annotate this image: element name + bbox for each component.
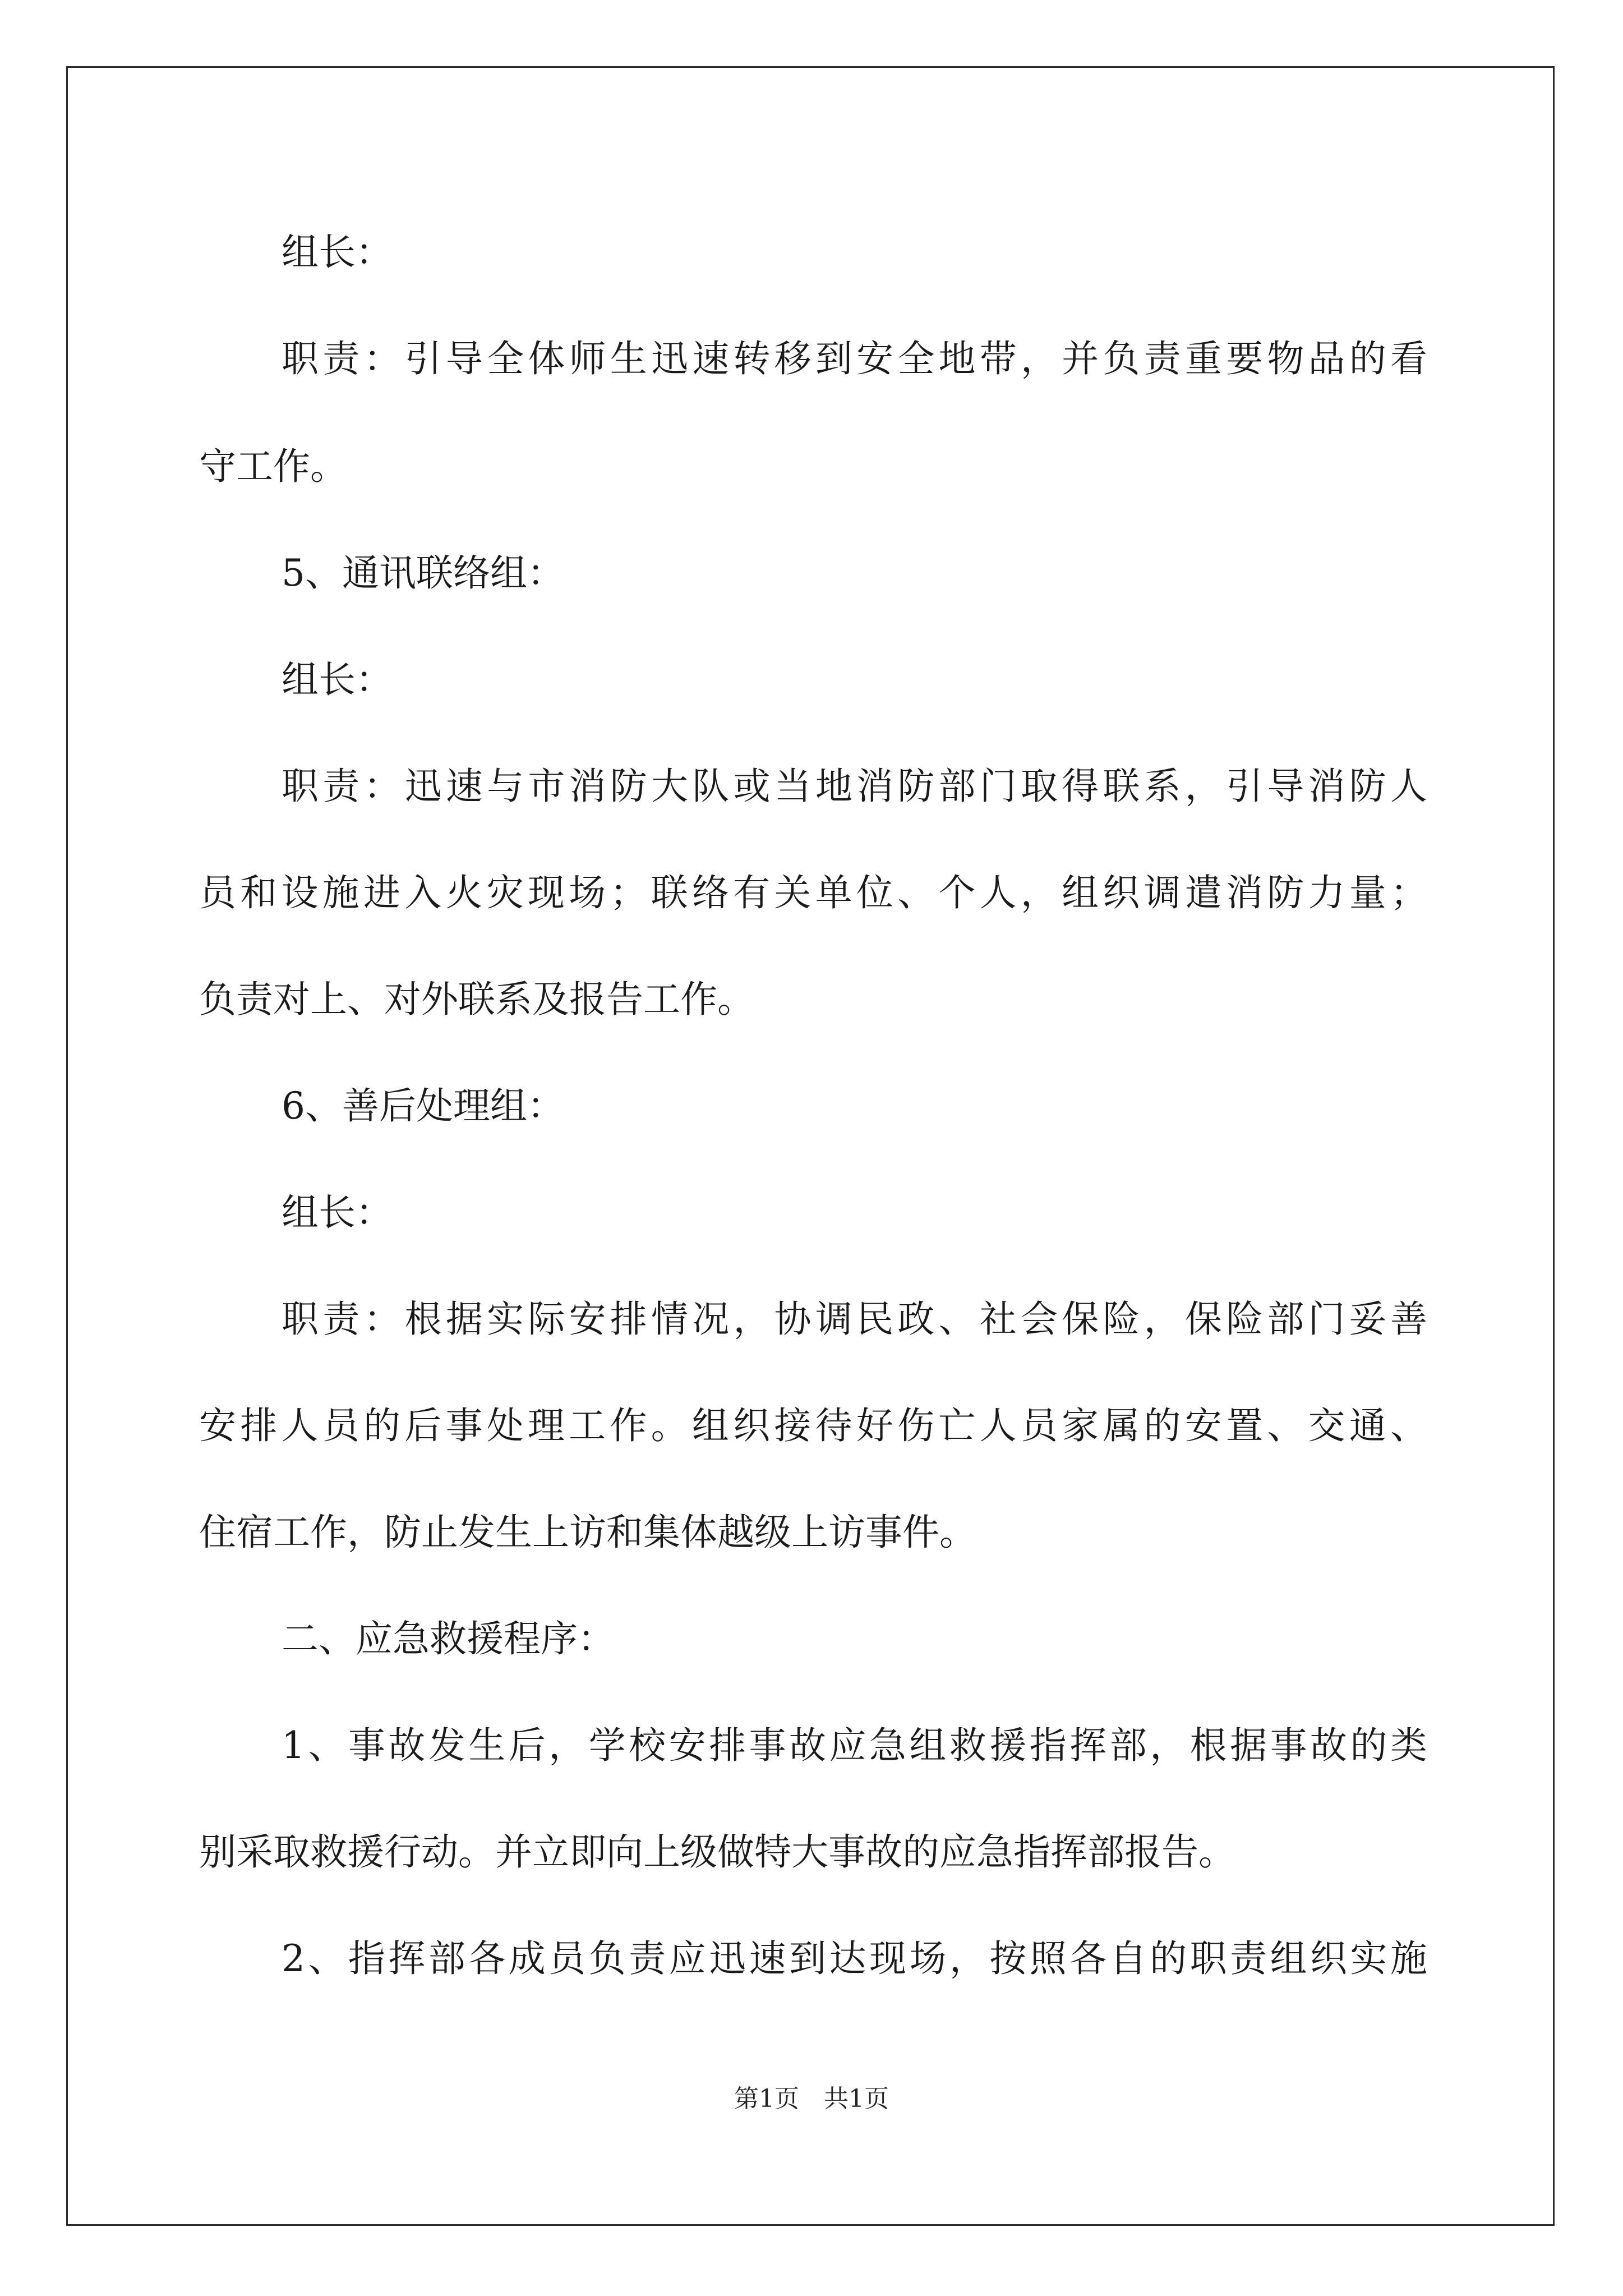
page-border	[66, 66, 1555, 2226]
paragraph-line: 5、通讯联络组：	[282, 551, 564, 595]
paragraph-line: 1、事故发生后，学校安排事故应急组救援指挥部，根据事故的类	[282, 1724, 1427, 1767]
paragraph-line: 2、指挥部各成员负责应迅速到达现场，按照各自的职责组织实施	[282, 1937, 1427, 1980]
paragraph-line: 组长：	[282, 658, 393, 701]
paragraph-line: 守工作。	[199, 445, 347, 488]
paragraph-line: 安排人员的后事处理工作。组织接待好伤亡人员家属的安置、交通、	[199, 1404, 1427, 1447]
paragraph-line: 组长：	[282, 231, 393, 274]
paragraph-line: 组长：	[282, 1191, 393, 1234]
paragraph-line: 6、善后处理组：	[282, 1084, 564, 1128]
paragraph-line: 职责：引导全体师生迅速转移到安全地带，并负责重要物品的看	[282, 337, 1427, 380]
paragraph-line: 负责对上、对外联系及报告工作。	[199, 978, 754, 1021]
paragraph-line: 职责：根据实际安排情况，协调民政、社会保险，保险部门妥善	[282, 1297, 1427, 1341]
paragraph-line: 别采取救援行动。并立即向上级做特大事故的应急指挥部报告。	[199, 1830, 1235, 1874]
paragraph-line: 住宿工作，防止发生上访和集体越级上访事件。	[199, 1511, 976, 1554]
paragraph-line: 职责：迅速与市消防大队或当地消防部门取得联系，引导消防人	[282, 765, 1427, 808]
paragraph-line: 员和设施进入火灾现场；联络有关单位、个人，组织调遣消防力量；	[199, 871, 1427, 914]
paragraph-line: 二、应急救援程序：	[282, 1617, 615, 1660]
page-number-footer: 第1页 共1页	[734, 2085, 889, 2113]
